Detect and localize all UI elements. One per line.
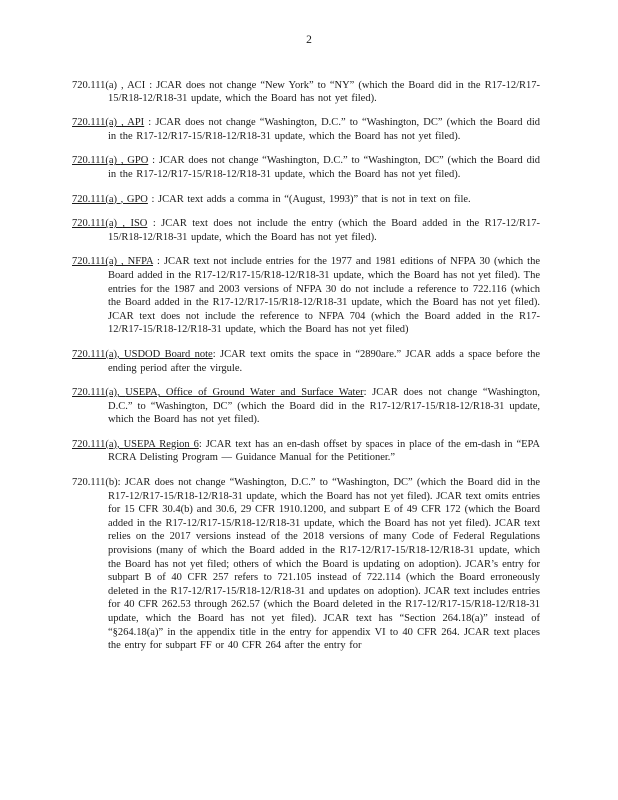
entry-body: : JCAR does not change “Washington, D.C.” to “Washington, DC” (which the Board did in the R17-12/R17-15/R18-12/R18-31 update, which the Board has not yet filed). <box>108 387 540 426</box>
entry-ref-head: 720.111(a) , ISO <box>72 218 148 230</box>
entry-720-111-b <box>72 476 540 653</box>
entry-usepa-ogw <box>72 386 540 427</box>
entry-body: : JCAR does not change “New York” to “NY” (which the Board did in the R17-12/R17-15/R18-12/R18-31 update, which the Board has not yet filed). <box>108 79 540 105</box>
entry-gpo-1 <box>72 154 540 181</box>
entry-usepa-region6 <box>72 438 540 465</box>
entry-ref-head: 720.111(a) , GPO <box>72 155 149 167</box>
entry-body: : JCAR text adds a comma in “(August, 1993)” that is not in text on file. <box>151 193 471 205</box>
entry-ref: 720.111(b): <box>72 477 121 489</box>
entry-body: : JCAR text has an en-dash offset by spaces in place of the em-dash in “EPA RCRA Delisting Program — Guidance Manual for the Petitioner.” <box>108 438 541 464</box>
entry-body: JCAR does not change “Washington, D.C.” to “Washington, DC” (which the Board did in the R17-12/R17-15/R18-12/R18-31 update, which the Board has not yet filed). JCAR text omits entries for 15 CFR 30.4(b) and 30.6, 29 CFR 1910.1200, and subpart E of 49 CFR 172 (which the Board added in the R17-12/R17-15/R18-12/R18-31 update, which the Board has not yet filed). JCAR text relies on the 2017 versions instead of the 2018 versions of many Code of Federal Regulations provisions (many of which the Board added in the R17-12/R17-15/R18-12/R18-31 update, which the Board has not yet filed; others of which the Board is updating on adoption). JCAR’s entry for subpart B of 40 CFR 257 refers to 721.105 instead of 722.114 (which the Board erroneously deleted in the R17-12/R17-15/R18-12/R18-31 and updates on adoption). JCAR text includes entries for 40 CFR 262.53 through 262.57 (which the Board deleted in the R17-12/R17-15/R18-12/R18-31 update, which the Board has not yet filed). JCAR text has “Section 264.18(a)” instead of “§264.18(a)” in the appendix title in the entry for appendix VI to 40 CFR 264. JCAR text places the entry for subpart FF or 40 CFR 264 after the entry for <box>108 477 541 652</box>
entry-head: , ACI <box>121 79 146 91</box>
entry-gpo-2 <box>72 193 540 207</box>
entry-ref-head: 720.111(a), USEPA, Office of Ground Water and Surface Water <box>72 387 364 399</box>
entries-list <box>72 68 540 664</box>
entry-body: : JCAR text does not include the entry (which the Board added in the R17-12/R17-15/R18-12/R18-31 update, which the Board has not yet filed). <box>108 218 541 243</box>
entry-nfpa <box>72 255 540 337</box>
entry-usdod <box>72 348 540 375</box>
entry-api <box>72 116 540 143</box>
entry-aci <box>72 79 540 106</box>
entry-ref-head: 720.111(a) , API <box>72 117 145 129</box>
page-number: 2 <box>306 34 312 46</box>
entry-body: : JCAR text omits the space in “2890are.” JCAR adds a space before the ending period after the virgule. <box>108 348 540 374</box>
entry-ref-head: 720.111(a), USDOD Board note <box>72 348 213 360</box>
entry-ref-head: 720.111(a), USEPA Region 6 <box>72 438 199 450</box>
entry-ref: 720.111(a) <box>72 79 117 91</box>
entry-body: : JCAR text not include entries for the 1977 and 1981 editions of NFPA 30 (which the Board added in the R17-12/R17-15/R18-12/R18-31 update, which the Board has not yet filed). The entries for the 1987 and 2003 versions of NFPA 30 do not include a reference to 722.116 (which the Board added in the R17-12/R17-15/R18-12/R18-31 update, which the Board has not yet filed). JCAR text does not include the reference to NFPA 704 (which the Board added in the R17-12/R17-15/R18-12/R18-31 update, which the Board has not yet filed) <box>108 256 541 336</box>
entry-iso <box>72 217 540 244</box>
entry-ref-head: 720.111(a) , NFPA <box>72 256 153 268</box>
entry-body: : JCAR does not change “Washington, D.C.” to “Washington, DC” (which the Board did in the R17-12/R17-15/R18-12/R18-31 update, which the Board has not yet filed). <box>108 155 541 180</box>
entry-body: : JCAR does not change “Washington, D.C.” to “Washington, DC” (which the Board did in the R17-12/R17-15/R18-12/R18-31 update, which the Board has not yet filed). <box>108 117 541 142</box>
entry-ref-head: 720.111(a) , GPO <box>72 193 148 205</box>
